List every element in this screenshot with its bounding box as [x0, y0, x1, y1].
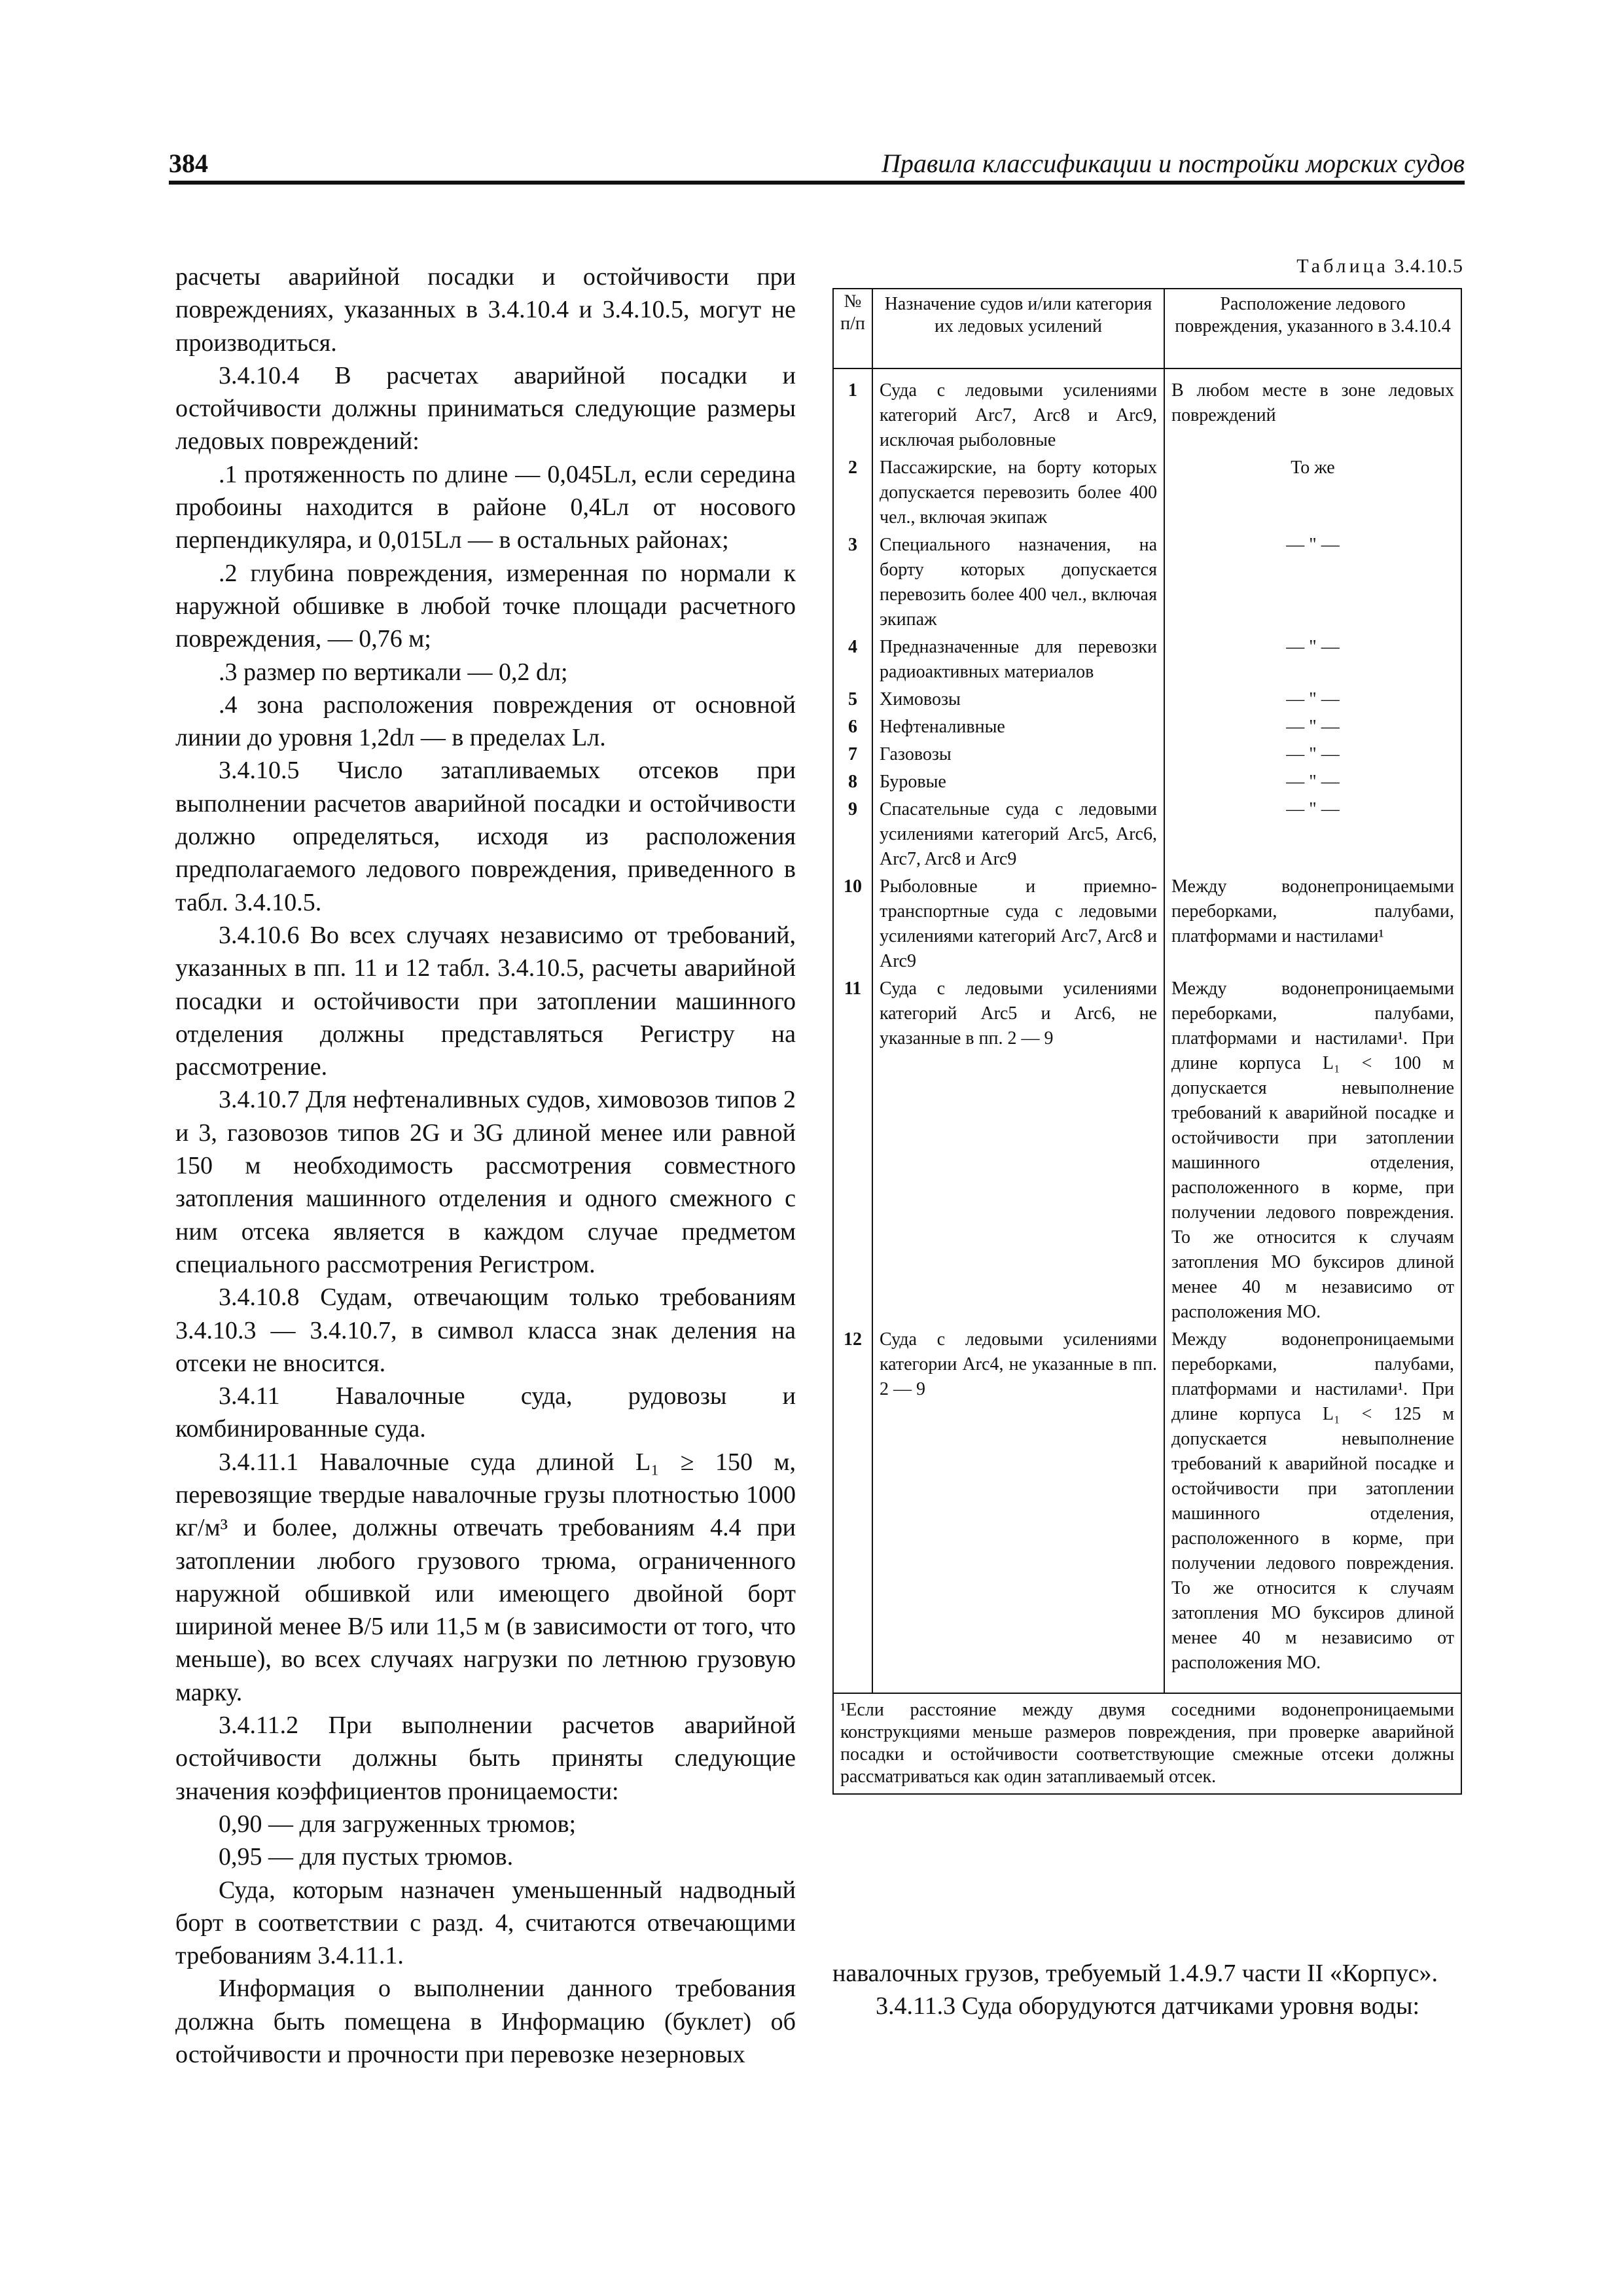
- table-row: [833, 741, 1461, 768]
- row-purpose: Спасательные суда с ледовыми усилениями категорий Arc5, Arc6, Arc7, Arc8 и Arc9: [872, 796, 1164, 873]
- row-location: — " —: [1164, 796, 1461, 873]
- paragraph: .2 глубина повреждения, измеренная по нормали к наружной обшивке в любой точке площади расчетного повреждения, — 0,76 м;: [175, 559, 796, 653]
- row-purpose: Химовозы: [872, 686, 1164, 713]
- right-text-column: [832, 1957, 1461, 2023]
- paragraph: 0,90 — для загруженных трюмов;: [219, 1810, 577, 1838]
- header-rule: [169, 181, 1465, 185]
- table-caption: [1230, 255, 1463, 278]
- paragraph: 3.4.10.8 Судам, отвечающим только требованиям 3.4.10.3 — 3.4.10.7, в символ класса знак деления на отсеки не вносится.: [175, 1283, 796, 1377]
- row-number: 11: [833, 975, 872, 1326]
- running-title: Правила классификации и постройки морских судов: [881, 149, 1465, 178]
- row-purpose: Суда с ледовыми усилениями категорий Arc5 и Arc6, не указанные в пп. 2 — 9: [872, 975, 1164, 1326]
- row-number: 1: [833, 368, 872, 454]
- paragraph: 3.4.10.6 Во всех случаях независимо от требований, указанных в пп. 11 и 12 табл. 3.4.10.5, расчеты аварийной посадки и остойчивости при затоплении машинного отделения должны представляться Регистру на рассмотрение.: [175, 921, 796, 1081]
- table-row: [833, 686, 1461, 713]
- table-row: [833, 634, 1461, 686]
- paragraph: 3.4.11.1 Навалочные суда длиной L₁ ≥ 150 м, перевозящие твердые навалочные грузы плотностью 1000 кг/м³ и более, должны отвечать требованиям 4.4 при затоплении любого грузового трюма, ограниченного наружной обшивкой или имеющего двойной борт шириной менее B/5 или 11,5 м (в зависимости от того, что меньше), во всех случаях нагрузки по летнюю грузовую марку.: [175, 1448, 796, 1706]
- table-row: [833, 531, 1461, 634]
- row-location: — " —: [1164, 634, 1461, 686]
- paragraph: 3.4.10.7 Для нефтеналивных судов, химовозов типов 2 и 3, газовозов типов 2G и 3G длиной менее или равной 150 м необходимость рассмотрения совместного затопления машинного отделения и одного смежного с ним отсека является в каждом случае предметом специального рассмотрения Регистром.: [175, 1086, 796, 1278]
- table-caption-word: Таблица: [1296, 255, 1389, 277]
- paragraph: .4 зона расположения повреждения от основной линии до уровня 1,2dл — в пределах Lл.: [175, 691, 796, 752]
- row-purpose: Предназначенные для перевозки радиоактивных материалов: [872, 634, 1164, 686]
- paragraph: 3.4.10.4 В расчетах аварийной посадки и остойчивости должны приниматься следующие размеры ледовых повреждений:: [175, 361, 796, 456]
- paragraph: навалочных грузов, требуемый 1.4.9.7 части II «Корпус».: [832, 1960, 1438, 1987]
- row-number: 3: [833, 531, 872, 634]
- table-caption-number: 3.4.10.5: [1394, 255, 1463, 277]
- table-row: [833, 368, 1461, 454]
- row-number: 12: [833, 1326, 872, 1693]
- column-header-location: Расположение ледового повреждения, указанного в 3.4.10.4: [1164, 289, 1461, 368]
- row-location: — " —: [1164, 531, 1461, 634]
- paragraph: 3.4.11.2 При выполнении расчетов аварийной остойчивости должны быть приняты следующие значения коэффициентов проницаемости:: [175, 1712, 796, 1805]
- table-row: [833, 454, 1461, 531]
- row-number: 8: [833, 768, 872, 796]
- table-header-row: [833, 289, 1461, 368]
- column-header-purpose: Назначение судов и/или категория их ледовых усилений: [872, 289, 1164, 368]
- table-footnote: ¹Если расстояние между двумя соседними водонепроницаемыми конструкциями меньше размеров повреждения, при проверке аварийной посадки и остойчивости соответствующие смежные отсеки должны рассматриваться как один затапливаемый отсек.: [833, 1693, 1461, 1794]
- paragraph: 3.4.11.3 Суда оборудуются датчиками уровня воды:: [876, 1992, 1420, 2020]
- table-row: [833, 975, 1461, 1326]
- paragraph: Суда, которым назначен уменьшенный надводный борт в соответствии с разд. 4, считаются отвечающими требованиям 3.4.11.1.: [175, 1876, 796, 1970]
- row-number: 2: [833, 454, 872, 531]
- section-heading: 3.4.11 Навалочные суда, рудовозы и комбинированные суда.: [175, 1382, 796, 1443]
- row-location: То же: [1164, 454, 1461, 531]
- table-row: [833, 713, 1461, 741]
- row-location: Между водонепроницаемыми переборками, палубами, платформами и настилами¹. При длине корпуса L₁ < 100 м допускается невыполнение требований к аварийной посадке и остойчивости при затоплении машинного отделения, расположенного в корме, при получении ледового повреждения. То же относится к случаям затопления МО буксиров длиной менее 40 м независимо от расположения МО.: [1164, 975, 1461, 1326]
- row-location: Между водонепроницаемыми переборками, палубами, платформами и настилами¹. При длине корпуса L₁ < 125 м допускается невыполнение требований к аварийной посадке и остойчивости при затоплении машинного отделения, расположенного в корме, при получении ледового повреждения. То же относится к случаям затопления МО буксиров длиной менее 40 м независимо от расположения МО.: [1164, 1326, 1461, 1693]
- row-number: 4: [833, 634, 872, 686]
- table-row: [833, 796, 1461, 873]
- paragraph: .1 протяженность по длине — 0,045Lл, если середина пробоины находится в районе 0,4Lл от носового перпендикуляра, и 0,015Lл — в остальных районах;: [175, 460, 796, 554]
- paragraph: расчеты аварийной посадки и остойчивости при повреждениях, указанных в 3.4.10.4 и 3.4.10.5, могут не производиться.: [175, 263, 796, 357]
- row-location: — " —: [1164, 686, 1461, 713]
- page-header: [169, 148, 1465, 181]
- table-row: [833, 768, 1461, 796]
- row-location: — " —: [1164, 713, 1461, 741]
- row-location: — " —: [1164, 741, 1461, 768]
- page-number: 384: [169, 149, 208, 178]
- row-location: Между водонепроницаемыми переборками, палубами, платформами и настилами¹: [1164, 873, 1461, 975]
- row-purpose: Буровые: [872, 768, 1164, 796]
- row-number: 5: [833, 686, 872, 713]
- row-purpose: Пассажирские, на борту которых допускается перевозить более 400 чел., включая экипаж: [872, 454, 1164, 531]
- row-purpose: Суда с ледовыми усилениями категории Arc4, не указанные в пп. 2 — 9: [872, 1326, 1164, 1693]
- table-footnote-row: [833, 1693, 1461, 1794]
- ice-damage-table: [832, 288, 1462, 1795]
- row-purpose: Рыболовные и приемно-транспортные суда с ледовыми усилениями категорий Arc7, Arc8 и Arc9: [872, 873, 1164, 975]
- row-purpose: Суда с ледовыми усилениями категорий Arc7, Arc8 и Arc9, исключая рыболовные: [872, 368, 1164, 454]
- row-purpose: Специального назначения, на борту которых допускается перевозить более 400 чел., включая экипаж: [872, 531, 1164, 634]
- paragraph: .3 размер по вертикали — 0,2 dл;: [219, 658, 568, 686]
- row-location: — " —: [1164, 768, 1461, 796]
- column-header-number: № п/п: [833, 289, 872, 368]
- row-location: В любом месте в зоне ледовых повреждений: [1164, 368, 1461, 454]
- row-purpose: Нефтеналивные: [872, 713, 1164, 741]
- table-row: [833, 1326, 1461, 1693]
- row-number: 9: [833, 796, 872, 873]
- left-text-column: [175, 260, 796, 2071]
- row-number: 6: [833, 713, 872, 741]
- row-number: 7: [833, 741, 872, 768]
- row-purpose: Газовозы: [872, 741, 1164, 768]
- paragraph: 3.4.10.5 Число затапливаемых отсеков при выполнении расчетов аварийной посадки и остойчивости должно определяться, исходя из расположения предполагаемого ледового повреждения, приведенного в табл. 3.4.10.5.: [175, 757, 796, 916]
- table-row: [833, 873, 1461, 975]
- row-number: 10: [833, 873, 872, 975]
- paragraph: Информация о выполнении данного требования должна быть помещена в Информацию (буклет) об остойчивости и прочности при перевозке незерновых: [175, 1975, 796, 2069]
- paragraph: 0,95 — для пустых трюмов.: [219, 1843, 514, 1871]
